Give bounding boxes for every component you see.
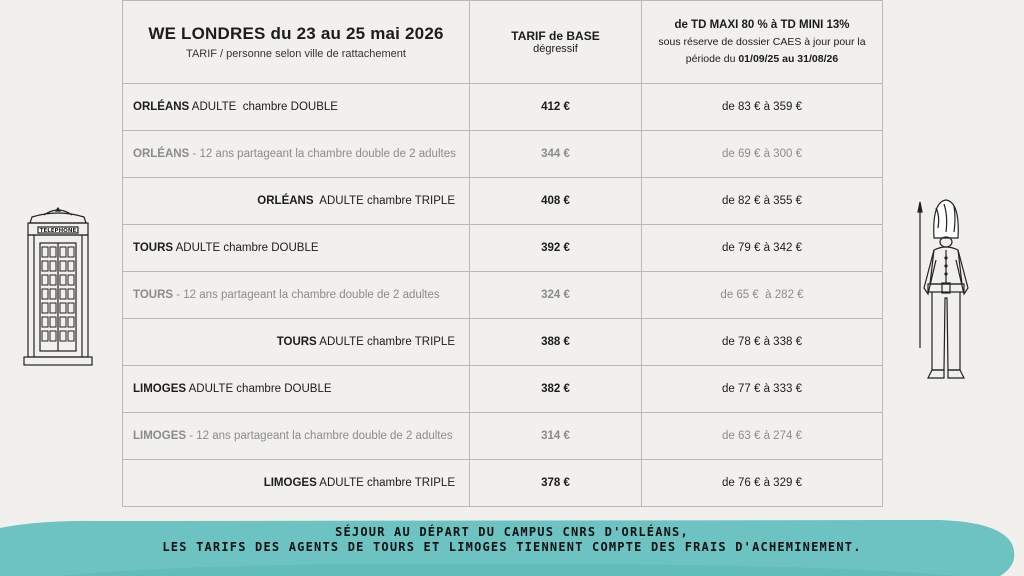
row-label-cell [123, 84, 470, 131]
row-base-price: 408 € [470, 178, 642, 225]
row-label-cell [123, 225, 470, 272]
row-label-cell [123, 131, 470, 178]
row-reduced-range: de 63 € à 274 € [642, 413, 883, 460]
reduction-period: 01/09/25 au 31/08/26 [738, 52, 839, 65]
row-reduced-range: de 77 € à 333 € [642, 366, 883, 413]
row-description: - 12 ans partageant la chambre double de 2 adultes [173, 289, 440, 301]
row-reduced-range: de 79 € à 342 € [642, 225, 883, 272]
row-base-price: 324 € [470, 272, 642, 319]
page-title: WE LONDRES du 23 au 25 mai 2026 [148, 24, 444, 43]
row-city: LIMOGES [133, 430, 187, 442]
row-base-price: 382 € [470, 366, 642, 413]
row-reduced-range: de 83 € à 359 € [642, 84, 883, 131]
pricing-rows [123, 84, 883, 507]
row-description: - 12 ans partageant la chambre double de 2 adultes [189, 148, 456, 160]
base-price-subheading: dégressif [533, 43, 578, 55]
table-row [123, 319, 883, 366]
table-header-row [123, 1, 883, 84]
page-subtitle: TARIF / personne selon ville de rattachement [186, 48, 406, 60]
row-label-cell [123, 413, 470, 460]
phone-booth-sign: TELEPHONE [39, 228, 77, 234]
row-description: - 12 ans partageant la chambre double de 2 adultes [186, 430, 453, 442]
row-base-price: 314 € [470, 413, 642, 460]
row-base-price: 392 € [470, 225, 642, 272]
row-description: ADULTE chambre DOUBLE [186, 383, 332, 395]
reduction-period-line [648, 51, 876, 68]
header-reduction-cell [642, 1, 883, 84]
row-description: ADULTE chambre TRIPLE [313, 195, 455, 207]
row-reduced-range: de 65 € à 282 € [642, 272, 883, 319]
reduction-period-prefix: période du [685, 52, 739, 65]
pricing-table [122, 0, 883, 507]
table-row [123, 413, 883, 460]
table-row [123, 225, 883, 272]
row-reduced-range: de 82 € à 355 € [642, 178, 883, 225]
row-description: ADULTE chambre TRIPLE [316, 336, 455, 348]
footer-banner-line1: SÉJOUR AU DÉPART DU CAMPUS CNRS D'ORLÉANS, [335, 525, 689, 539]
table-row [123, 272, 883, 319]
row-label-cell [123, 178, 470, 225]
row-city: LIMOGES [133, 383, 187, 395]
row-description: ADULTE chambre DOUBLE [189, 101, 338, 113]
row-city: TOURS [133, 242, 174, 254]
reduction-condition: sous réserve de dossier CAES à jour pour la [658, 35, 866, 48]
table-row [123, 366, 883, 413]
base-price-heading: TARIF de BASE [511, 29, 600, 43]
row-reduced-range: de 78 € à 338 € [642, 319, 883, 366]
footer-banner-line2: LES TARIFS DES AGENTS DE TOURS ET LIMOGES TIENNENT COMPTE DES FRAIS D'ACHEMINEMENT. [162, 540, 862, 554]
row-city: ORLÉANS [257, 195, 314, 207]
row-reduced-range: de 69 € à 300 € [642, 131, 883, 178]
row-reduced-range: de 76 € à 329 € [642, 460, 883, 507]
row-label-cell [123, 366, 470, 413]
row-city: TOURS [276, 336, 317, 348]
table-row [123, 84, 883, 131]
row-city: TOURS [133, 289, 174, 301]
header-title-cell [123, 1, 470, 84]
table-row [123, 460, 883, 507]
reduction-heading: de TD MAXI 80 % à TD MINI 13% [674, 18, 850, 31]
row-label-cell [123, 460, 470, 507]
row-base-price: 344 € [470, 131, 642, 178]
row-base-price: 378 € [470, 460, 642, 507]
row-label-cell [123, 319, 470, 366]
table-row [123, 178, 883, 225]
row-city: LIMOGES [263, 477, 317, 489]
row-label-cell [123, 272, 470, 319]
row-city: ORLÉANS [133, 148, 190, 160]
table-row [123, 131, 883, 178]
row-city: ORLÉANS [133, 101, 190, 113]
row-base-price: 412 € [470, 84, 642, 131]
phone-booth-icon [20, 207, 96, 372]
header-base-cell [470, 1, 642, 84]
row-description: ADULTE chambre DOUBLE [173, 242, 319, 254]
row-base-price: 388 € [470, 319, 642, 366]
row-description: ADULTE chambre TRIPLE [316, 477, 455, 489]
royal-guard-icon [914, 198, 978, 387]
